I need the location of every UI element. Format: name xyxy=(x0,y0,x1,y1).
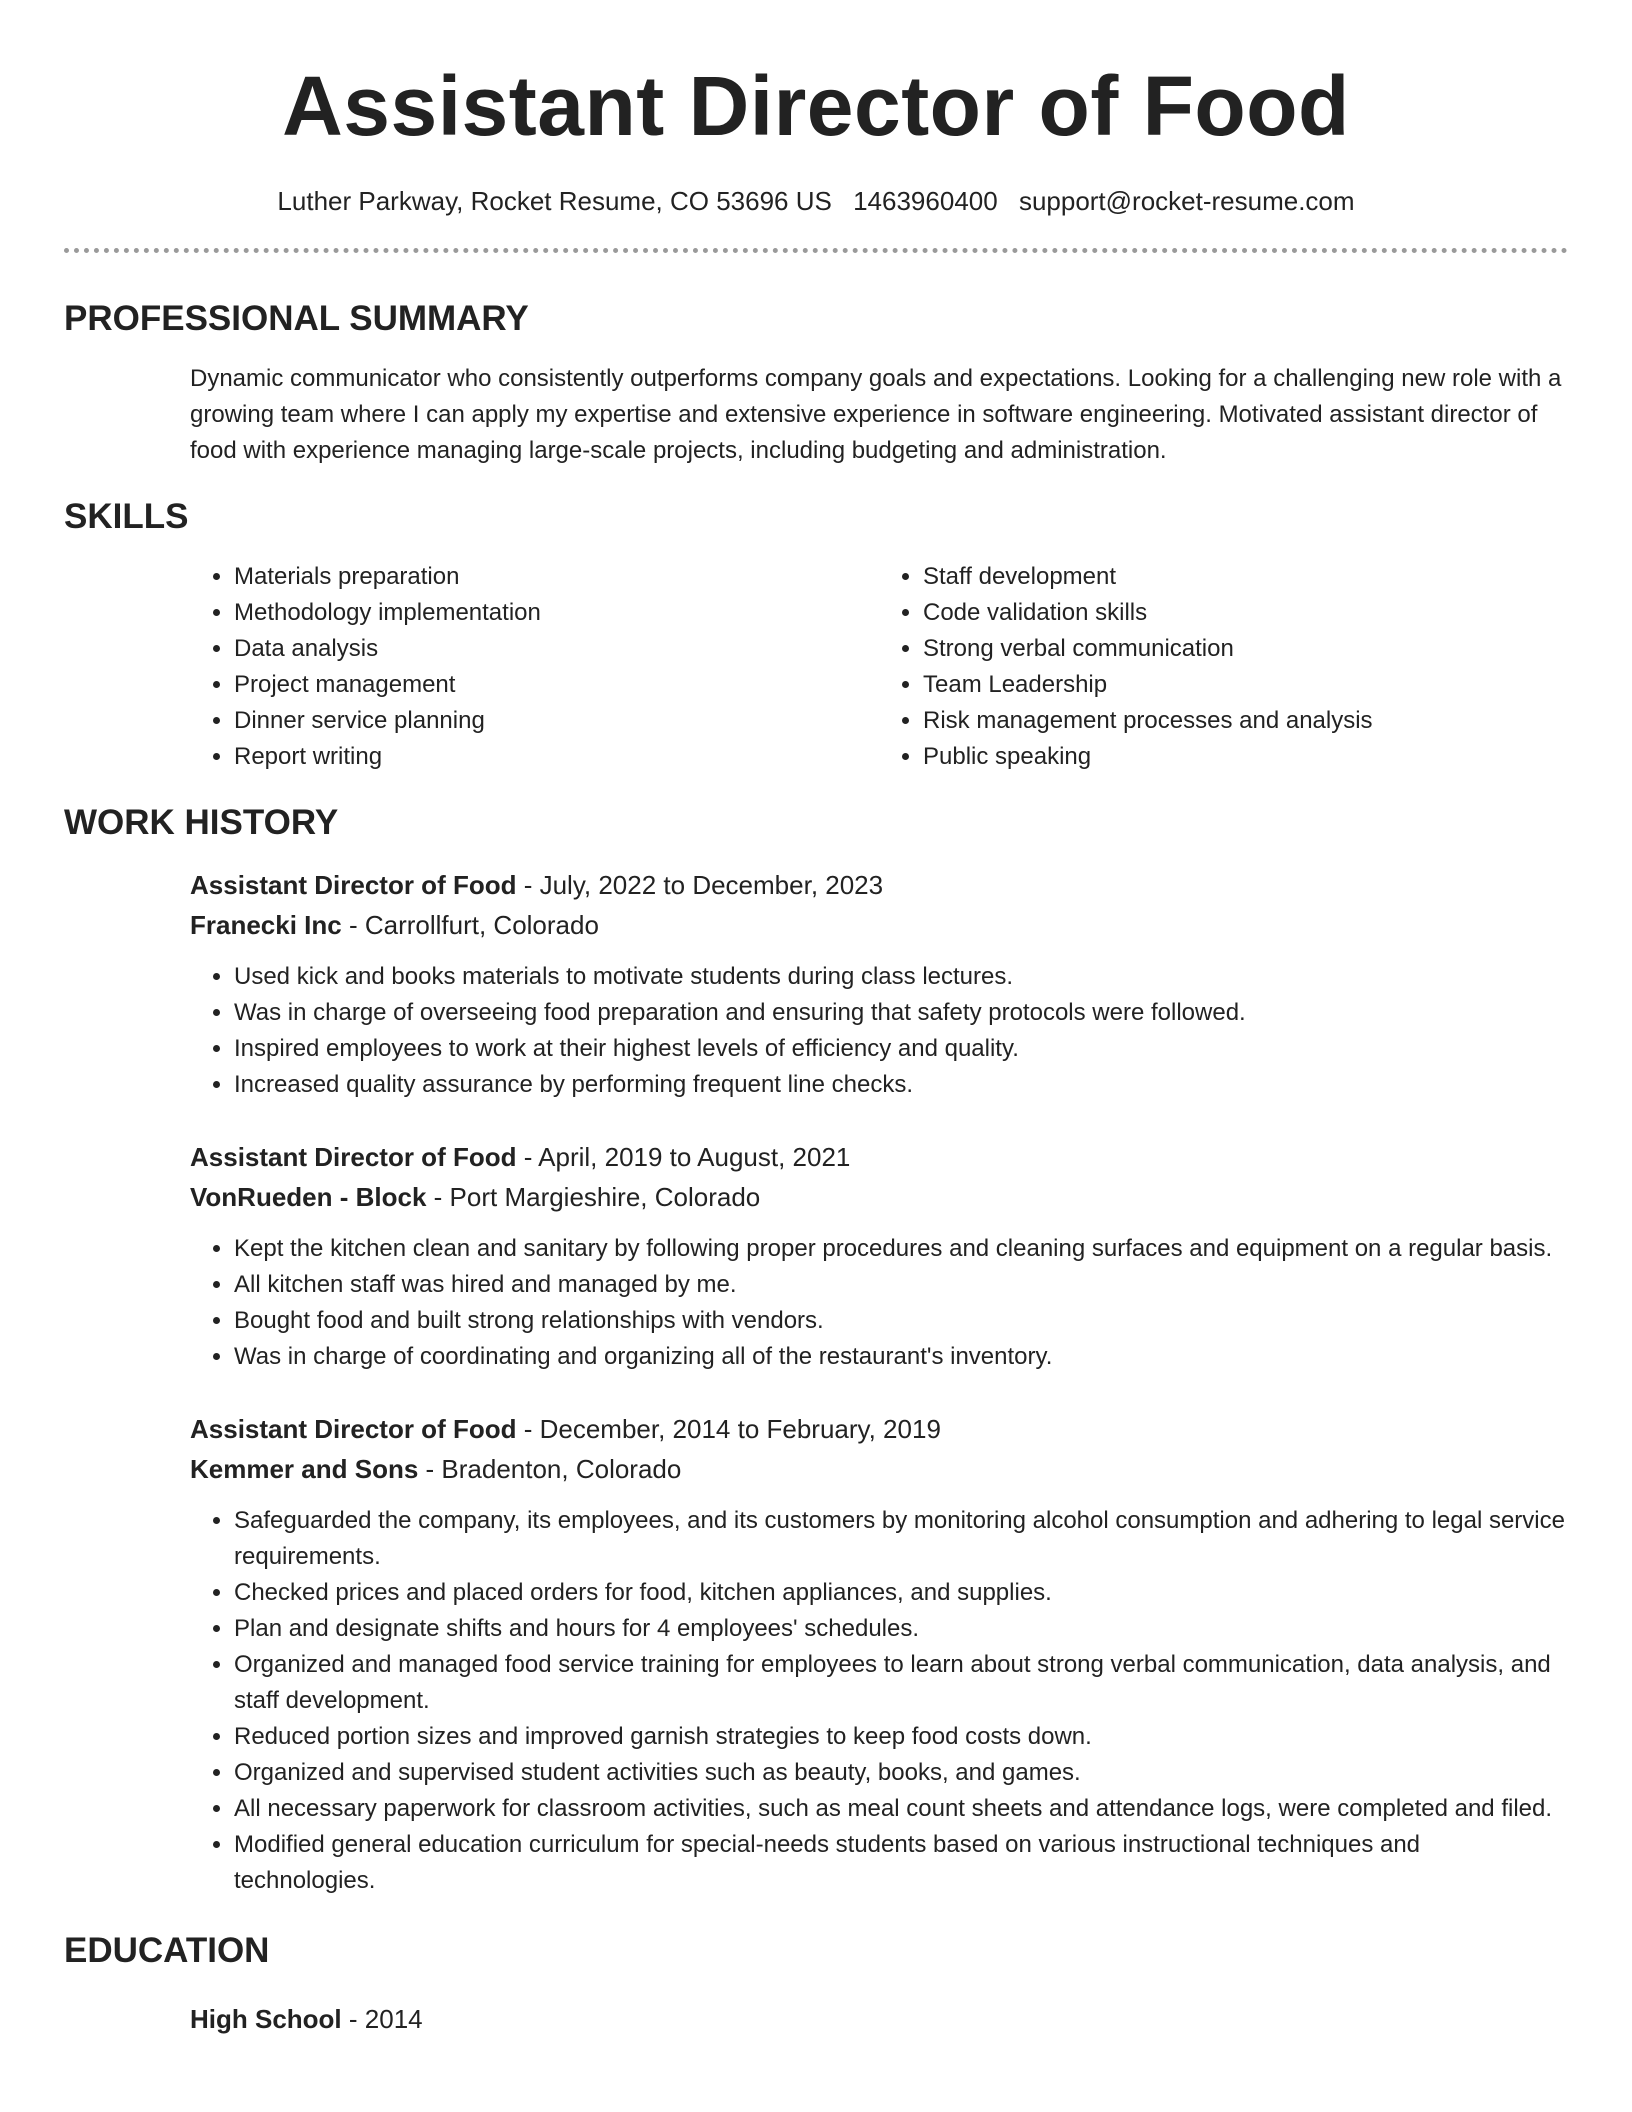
skills-heading: SKILLS xyxy=(64,497,189,536)
education-year: - 2014 xyxy=(341,2004,423,2034)
job-bullet: • Modified general education curriculum for special-needs students based on various instructional techniques and technologies. xyxy=(234,1827,1568,1899)
skills-column-right xyxy=(879,559,1568,775)
contact-phone: 1463960400 xyxy=(853,186,998,216)
skill-item: • Code validation skills xyxy=(923,595,1568,631)
job-company: Kemmer and Sons xyxy=(190,1454,419,1484)
job-bullets xyxy=(190,1231,1568,1375)
job-location: - Carrollfurt, Colorado xyxy=(341,910,599,940)
job-dates: - July, 2022 to December, 2023 xyxy=(516,870,884,900)
skill-item: • Risk management processes and analysis xyxy=(923,703,1568,739)
job-entry xyxy=(190,1409,1568,1899)
job-role: Assistant Director of Food xyxy=(190,1414,517,1444)
job-bullet: • Organized and managed food service training for employees to learn about strong verbal communication, data analysis, and staff development. xyxy=(234,1647,1568,1719)
job-role: Assistant Director of Food xyxy=(190,1142,517,1172)
education-degree: High School xyxy=(190,2004,342,2034)
job-bullet: • All kitchen staff was hired and managed by me. xyxy=(234,1267,1568,1303)
job-title-line xyxy=(190,1409,1568,1449)
education-entry xyxy=(190,1999,1568,2039)
job-bullet: • Organized and supervised student activities such as beauty, books, and games. xyxy=(234,1755,1568,1791)
job-company-line xyxy=(190,1449,1568,1489)
skill-item: • Report writing xyxy=(234,739,879,775)
job-bullet: • Bought food and built strong relationships with vendors. xyxy=(234,1303,1568,1339)
skill-item: • Public speaking xyxy=(923,739,1568,775)
job-entry xyxy=(190,865,1568,1103)
skill-item: • Staff development xyxy=(923,559,1568,595)
job-location: - Bradenton, Colorado xyxy=(418,1454,682,1484)
skills-column-left xyxy=(190,559,879,775)
header-divider xyxy=(64,248,1568,253)
skill-item: • Data analysis xyxy=(234,631,879,667)
job-bullets xyxy=(190,959,1568,1103)
work-history-heading: WORK HISTORY xyxy=(64,803,339,842)
job-bullet: • Reduced portion sizes and improved garnish strategies to keep food costs down. xyxy=(234,1719,1568,1755)
contact-address: Luther Parkway, Rocket Resume, CO 53696 US xyxy=(277,186,832,216)
skill-item: • Project management xyxy=(234,667,879,703)
job-dates: - April, 2019 to August, 2021 xyxy=(516,1142,851,1172)
job-title-line xyxy=(190,865,1568,905)
job-bullet: • Was in charge of overseeing food preparation and ensuring that safety protocols were followed. xyxy=(234,995,1568,1031)
job-dates: - December, 2014 to February, 2019 xyxy=(516,1414,941,1444)
job-company-line xyxy=(190,905,1568,945)
skills-list xyxy=(190,559,1568,775)
contact-line xyxy=(64,184,1568,218)
skill-item: • Dinner service planning xyxy=(234,703,879,739)
job-role: Assistant Director of Food xyxy=(190,870,517,900)
job-company-line xyxy=(190,1177,1568,1217)
summary-heading: PROFESSIONAL SUMMARY xyxy=(64,299,529,338)
skill-item: • Strong verbal communication xyxy=(923,631,1568,667)
job-bullet: • Kept the kitchen clean and sanitary by following proper procedures and cleaning surfaces and equipment on a regular basis. xyxy=(234,1231,1568,1267)
skill-item: • Methodology implementation xyxy=(234,595,879,631)
job-title-line xyxy=(190,1137,1568,1177)
job-bullets xyxy=(190,1503,1568,1899)
summary-text: Dynamic communicator who consistently outperforms company goals and expectations. Looking for a challenging new role with a growing team where I can apply my expertise and extensive experience in software engineering. Motivated assistant director of food with experience managing large-scale projects, including budgeting and administration. xyxy=(190,365,1562,464)
job-entry xyxy=(190,1137,1568,1375)
skill-item: • Materials preparation xyxy=(234,559,879,595)
job-bullet: • Plan and designate shifts and hours for 4 employees' schedules. xyxy=(234,1611,1568,1647)
job-bullet: • Safeguarded the company, its employees, and its customers by monitoring alcohol consumption and adhering to legal service requirements. xyxy=(234,1503,1568,1575)
job-bullet: • Increased quality assurance by performing frequent line checks. xyxy=(234,1067,1568,1103)
contact-email: support@rocket-resume.com xyxy=(1018,186,1355,216)
resume-name: Assistant Director of Food xyxy=(282,59,1350,153)
job-bullet: • Checked prices and placed orders for food, kitchen appliances, and supplies. xyxy=(234,1575,1568,1611)
education-heading: EDUCATION xyxy=(64,1931,270,1970)
job-company: VonRueden - Block xyxy=(190,1182,427,1212)
job-bullet: • All necessary paperwork for classroom activities, such as meal count sheets and attendance logs, were completed and filed. xyxy=(234,1791,1568,1827)
skill-item: • Team Leadership xyxy=(923,667,1568,703)
job-location: - Port Margieshire, Colorado xyxy=(426,1182,761,1212)
job-bullet: • Was in charge of coordinating and organizing all of the restaurant's inventory. xyxy=(234,1339,1568,1375)
job-company: Franecki Inc xyxy=(190,910,342,940)
job-bullet: • Inspired employees to work at their highest levels of efficiency and quality. xyxy=(234,1031,1568,1067)
job-bullet: • Used kick and books materials to motivate students during class lectures. xyxy=(234,959,1568,995)
